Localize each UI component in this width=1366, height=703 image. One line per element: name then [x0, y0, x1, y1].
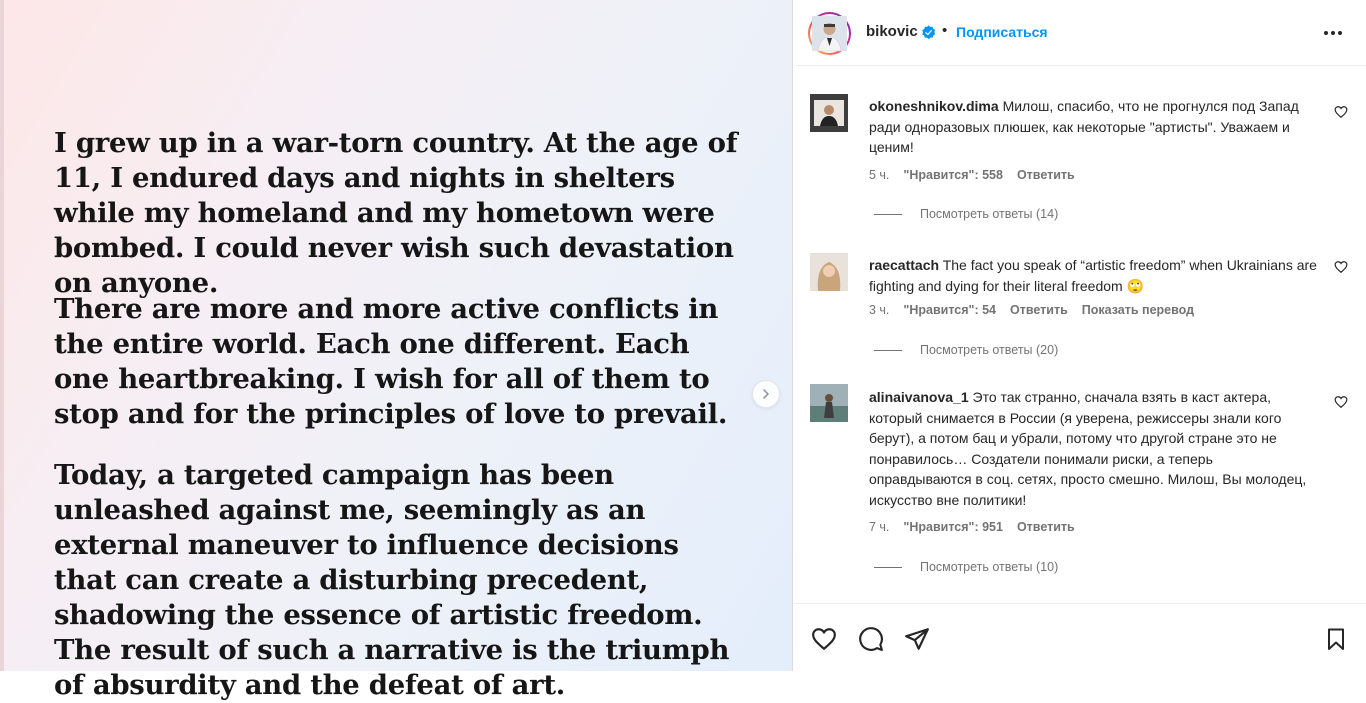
post-header: [794, 0, 1366, 66]
heart-icon[interactable]: [811, 626, 837, 652]
view-replies-button[interactable]: [874, 207, 1058, 221]
show-translation-button[interactable]: Показать перевод: [1081, 303, 1195, 317]
reply-button[interactable]: Ответить: [1016, 520, 1075, 534]
view-replies-button[interactable]: [874, 560, 1058, 574]
post-sidebar: [794, 0, 1366, 671]
header-separator: •: [942, 22, 948, 39]
more-horizontal-icon[interactable]: [1322, 22, 1344, 44]
commenter-avatar[interactable]: [810, 384, 848, 422]
author-avatar-image: [812, 16, 847, 51]
heart-icon[interactable]: [1334, 395, 1348, 409]
commenter-avatar-image: [810, 384, 848, 422]
comment-username[interactable]: okoneshnikov.dima: [869, 98, 999, 114]
comment-text: The fact you speak of “artistic freedom” when Ukrainians are fighting and dying for their literal freedom 🙄: [869, 257, 1317, 294]
post-text-paragraph-2: There are more and more active conflicts in the entire world. Each one different. Each one heartbreaking. I wish for all of them to stop and for the principles of love to prevail.: [54, 293, 728, 430]
replies-line: [874, 350, 902, 351]
reply-button[interactable]: Ответить: [1016, 168, 1075, 182]
comment-likes[interactable]: "Нравится": 951: [903, 520, 1003, 534]
heart-icon[interactable]: [1334, 105, 1348, 119]
commenter-avatar-image: [810, 94, 848, 132]
comment-meta: [869, 168, 1089, 182]
commenter-avatar-image: [810, 253, 848, 291]
replies-line: [874, 214, 902, 215]
view-replies-label: Посмотреть ответы (10): [920, 560, 1059, 574]
next-slide-button[interactable]: [752, 380, 780, 408]
comment-time[interactable]: 5 ч.: [869, 168, 890, 182]
comment-meta: [869, 520, 1089, 534]
comments-list[interactable]: [794, 67, 1366, 603]
chevron-right-icon: [760, 388, 772, 400]
comment-time[interactable]: 7 ч.: [869, 520, 890, 534]
send-icon[interactable]: [904, 626, 930, 652]
author-username[interactable]: bikovic: [866, 23, 918, 40]
view-replies-label: Посмотреть ответы (20): [920, 343, 1059, 357]
replies-line: [874, 567, 902, 568]
reply-button[interactable]: Ответить: [1010, 303, 1068, 317]
author-avatar[interactable]: [808, 12, 851, 55]
post-actions: [794, 603, 1366, 671]
comment-meta: [869, 303, 1208, 317]
post-text-paragraph-3: Today, a targeted campaign has been unleashed against me, seemingly as an external maneuver to influence decisions that can create a disturbing precedent, shadowing the essence of artistic freedom. The result of such a narrative is the triumph of absurdity and the defeat of art.: [54, 459, 730, 701]
comment-username[interactable]: alinaivanova_1: [869, 389, 969, 405]
comment-text: Милош, спасибо, что не прогнулся под Запад ради одноразовых плюшек, как некоторые "артисты". Уважаем и ценим!: [869, 98, 1299, 155]
view-replies-label: Посмотреть ответы (14): [920, 207, 1059, 221]
comment-icon[interactable]: [858, 626, 884, 652]
follow-button[interactable]: Подписаться: [956, 24, 1048, 40]
bookmark-icon[interactable]: [1324, 626, 1348, 652]
comment-likes[interactable]: "Нравится": 54: [903, 303, 996, 317]
comment-time[interactable]: 3 ч.: [869, 303, 890, 317]
commenter-avatar[interactable]: [810, 253, 848, 291]
comment-likes[interactable]: "Нравится": 558: [903, 168, 1003, 182]
media-left-edge: [0, 0, 4, 671]
verified-badge-icon: [921, 25, 936, 40]
view-replies-button[interactable]: [874, 343, 1058, 357]
comment-text: Это так странно, сначала взять в каст актера, который снимается в России (я уверена, режиссеры знали кого берут), а потом бац и убрали, потому что другой стране это не понравилось… Создатели понимали риски, а теперь оправдываются в соц. сетях, просто смешно. Милош, Вы молодец, искусство вне политики!: [869, 389, 1307, 508]
commenter-avatar[interactable]: [810, 94, 848, 132]
comment-username[interactable]: raecattach: [869, 257, 940, 273]
heart-icon[interactable]: [1334, 260, 1348, 274]
post-text-paragraph-1: I grew up in a war-torn country. At the age of 11, I endured days and nights in shelters while my homeland and my hometown were bombed. I could never wish such devastation on anyone.: [54, 127, 738, 299]
